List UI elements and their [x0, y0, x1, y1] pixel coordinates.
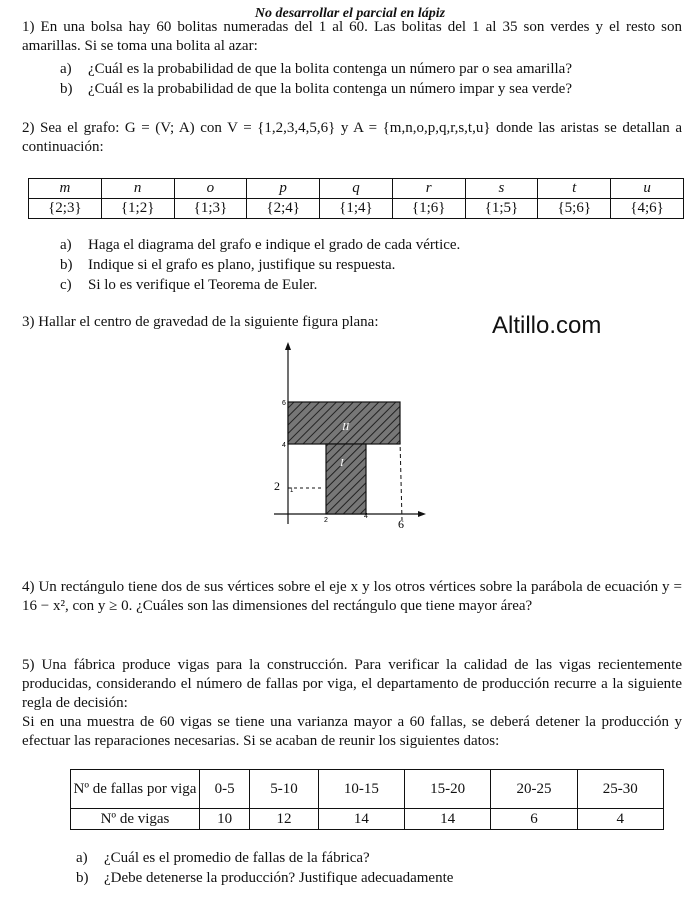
- item-text: ¿Cuál es el promedio de fallas de la fábrica?: [104, 850, 370, 866]
- y-tick-label: 2: [274, 479, 280, 493]
- edge-pair: {2;3}: [29, 199, 102, 219]
- x-tick-label: 4: [364, 513, 368, 520]
- edge-pair: {2;4}: [247, 199, 320, 219]
- edge-pair: {1;2}: [101, 199, 174, 219]
- question-2-item-b: [60, 256, 680, 275]
- interval-cell: 10-15: [318, 770, 404, 809]
- question-2-item-c: [60, 276, 680, 295]
- item-label: b): [60, 81, 73, 97]
- item-text: ¿Cuál es la probabilidad de que la bolita contenga un número impar y sea verde?: [88, 81, 572, 97]
- interval-cell: 25-30: [577, 770, 663, 809]
- edge-name: q: [320, 179, 393, 199]
- interval-cell: 15-20: [404, 770, 490, 809]
- question-4-text: 4) Un rectángulo tiene dos de sus vértices sobre el eje x y los otros vértices sobre la parábola de ecuación y = 16 − x², con y ≥ 0. ¿Cuáles son las dimensiones del rectángulo que tiene mayor área?: [22, 579, 682, 614]
- item-text: ¿Debe detenerse la producción? Justifique adecuadamente: [104, 870, 454, 886]
- item-label: b): [60, 257, 73, 273]
- edge-pair: {1;5}: [465, 199, 538, 219]
- edge-name: o: [174, 179, 247, 199]
- edge-name: m: [29, 179, 102, 199]
- count-cell: 4: [577, 809, 663, 830]
- x-tick-label: 6: [398, 517, 404, 531]
- item-text: Indique si el grafo es plano, justifique su respuesta.: [88, 257, 396, 273]
- question-2-text: 2) Sea el grafo: G = (V; A) con V = {1,2,3,4,5,6} y A = {m,n,o,p,q,r,s,t,u} donde las aristas se detallan a continuación:: [22, 120, 682, 155]
- edge-name: t: [538, 179, 611, 199]
- dashed-line-x6: [400, 440, 402, 520]
- question-1-item-a: [60, 60, 680, 79]
- region-label-ii: II: [342, 421, 350, 433]
- edge-pair: {4;6}: [611, 199, 684, 219]
- row-header-fallas: Nº de fallas por viga: [71, 770, 200, 809]
- fallas-table: [70, 769, 664, 830]
- question-5-text-1: 5) Una fábrica produce vigas para la construcción. Para verificar la calidad de las vigas recientemente producidas, considerando el número de fallas por viga, el departamento de producción recurre a la siguiente regla de decisión:: [22, 657, 682, 711]
- edge-pair: {1;6}: [392, 199, 465, 219]
- item-text: Haga el diagrama del grafo e indique el grado de cada vértice.: [88, 237, 461, 253]
- question-2-item-a: [60, 236, 680, 255]
- x-tick-label: 2: [324, 517, 328, 524]
- count-cell: 14: [318, 809, 404, 830]
- y-tick-label: 4: [282, 442, 286, 449]
- page-header: No desarrollar el parcial en lápiz: [254, 6, 446, 21]
- edges-pair-row: [29, 199, 684, 219]
- question-3-text: 3) Hallar el centro de gravedad de la siguiente figura plana:: [22, 314, 379, 330]
- item-text: Si lo es verifique el Teorema de Euler.: [88, 277, 318, 293]
- question-5-item-a: [76, 849, 696, 868]
- t-shape-stem: [326, 444, 366, 514]
- row-header-vigas: Nº de vigas: [71, 809, 200, 830]
- item-text: ¿Cuál es la probabilidad de que la bolita contenga un número par o sea amarilla?: [88, 61, 572, 77]
- question-1-item-b: [60, 80, 680, 99]
- t-shape-figure: [262, 340, 432, 540]
- edge-name: n: [101, 179, 174, 199]
- question-5-item-b: [76, 869, 696, 888]
- edges-table: [28, 178, 684, 219]
- interval-cell: 0-5: [200, 770, 250, 809]
- item-label: a): [60, 237, 72, 253]
- y-tick-label: 1: [290, 488, 294, 494]
- watermark: Altillo.com: [492, 312, 602, 339]
- item-label: c): [60, 277, 72, 293]
- edge-name: u: [611, 179, 684, 199]
- edge-pair: {1;4}: [320, 199, 393, 219]
- edge-name: r: [392, 179, 465, 199]
- y-tick-label: 6: [282, 400, 286, 407]
- region-label-i: I: [340, 457, 344, 469]
- edge-pair: {5;6}: [538, 199, 611, 219]
- item-label: b): [76, 870, 89, 886]
- edge-name: s: [465, 179, 538, 199]
- item-label: a): [76, 850, 88, 866]
- fallas-count-row: [71, 809, 664, 830]
- y-axis-arrow-icon: [285, 342, 291, 350]
- question-5-text-2: Si en una muestra de 60 vigas se tiene una varianza mayor a 60 fallas, se deberá detener la producción y efectuar las reparaciones necesarias. Si se acaban de reunir los siguientes datos:: [22, 714, 682, 749]
- count-cell: 12: [250, 809, 318, 830]
- interval-cell: 20-25: [491, 770, 577, 809]
- x-axis-arrow-icon: [418, 511, 426, 517]
- edge-name: p: [247, 179, 320, 199]
- count-cell: 6: [491, 809, 577, 830]
- item-label: a): [60, 61, 72, 77]
- fallas-interval-row: [71, 770, 664, 809]
- edge-pair: {1;3}: [174, 199, 247, 219]
- count-cell: 14: [404, 809, 490, 830]
- interval-cell: 5-10: [250, 770, 318, 809]
- question-1-text: 1) En una bolsa hay 60 bolitas numeradas del 1 al 60. Las bolitas del 1 al 35 son verdes y el resto son amarillas. Si se toma una bolita al azar:: [22, 19, 682, 54]
- count-cell: 10: [200, 809, 250, 830]
- edges-header-row: [29, 179, 684, 199]
